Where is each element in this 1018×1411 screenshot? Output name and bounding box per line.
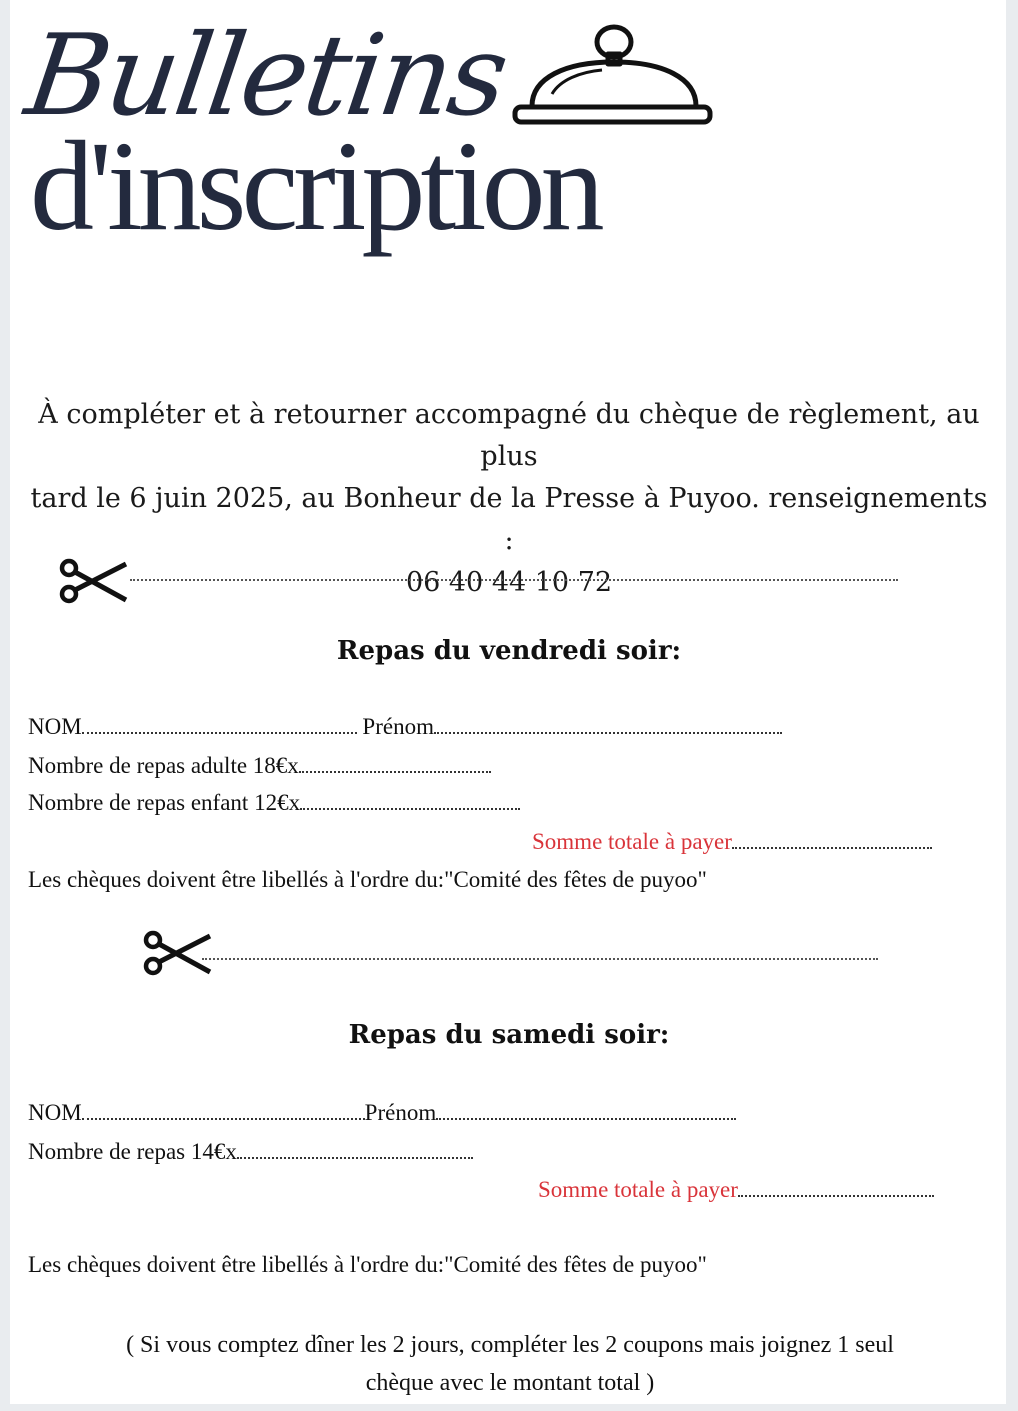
cut-line-2	[142, 928, 878, 978]
saturday-total-label: Somme totale à payer	[538, 1177, 738, 1202]
title-script: Bulletins	[18, 11, 513, 141]
friday-total-row	[532, 829, 932, 855]
friday-heading: Repas du vendredi soir:	[336, 636, 682, 666]
saturday-nom-label: NOM	[28, 1100, 82, 1125]
friday-child-row	[28, 790, 520, 816]
saturday-prenom-field[interactable]	[436, 1118, 736, 1120]
friday-adult-row	[28, 753, 491, 779]
friday-nom-field[interactable]	[82, 732, 357, 734]
cut-dotted-line	[130, 579, 898, 581]
friday-child-label: Nombre de repas enfant 12€x	[28, 790, 301, 815]
footer-note	[30, 1326, 990, 1402]
friday-prenom-field[interactable]	[434, 732, 782, 734]
friday-child-field[interactable]	[300, 808, 520, 810]
friday-prenom-label: Prénom	[362, 714, 434, 739]
saturday-prenom-label: Prénom	[364, 1100, 437, 1125]
friday-adult-field[interactable]	[299, 771, 491, 773]
footer-line-1: ( Si vous comptez dîner les 2 jours, compléter les 2 coupons mais joignez 1 seul	[126, 1332, 894, 1358]
saturday-name-row	[28, 1100, 736, 1126]
friday-total-field[interactable]	[732, 847, 932, 849]
saturday-total-field[interactable]	[738, 1195, 934, 1197]
scissors-icon	[58, 556, 128, 606]
cut-dotted-line	[202, 958, 878, 960]
scissors-icon	[142, 928, 212, 978]
phone-number: 06 40 44 10 72	[405, 567, 613, 598]
intro-line-1: À compléter et à retourner accompagné du chèque de règlement, au plus	[38, 399, 980, 472]
intro-line-2: tard le 6 juin 2025, au Bonheur de la Presse à Puyoo. renseignements :	[30, 483, 988, 556]
saturday-meals-field[interactable]	[237, 1157, 473, 1159]
saturday-heading: Repas du samedi soir:	[348, 1020, 670, 1050]
friday-cheque-note: Les chèques doivent être libellés à l'ordre du:"Comité des fêtes de puyoo"	[28, 867, 707, 892]
cloche-icon	[510, 18, 715, 128]
cut-line-1	[58, 556, 898, 606]
friday-total-label: Somme totale à payer	[532, 829, 732, 854]
friday-nom-label: NOM	[28, 714, 82, 739]
saturday-cheque-note: Les chèques doivent être libellés à l'ordre du:"Comité des fêtes de puyoo"	[28, 1252, 707, 1277]
footer-line-2: chèque avec le montant total )	[365, 1370, 655, 1396]
saturday-meals-row	[28, 1139, 473, 1165]
registration-form-page	[10, 0, 1006, 1404]
saturday-total-row	[538, 1177, 934, 1203]
saturday-meals-label: Nombre de repas 14€x	[28, 1139, 237, 1164]
saturday-nom-field[interactable]	[82, 1118, 365, 1120]
friday-adult-label: Nombre de repas adulte 18€x	[28, 753, 299, 778]
friday-name-row	[28, 714, 782, 740]
title-main: d'inscription	[30, 115, 600, 257]
